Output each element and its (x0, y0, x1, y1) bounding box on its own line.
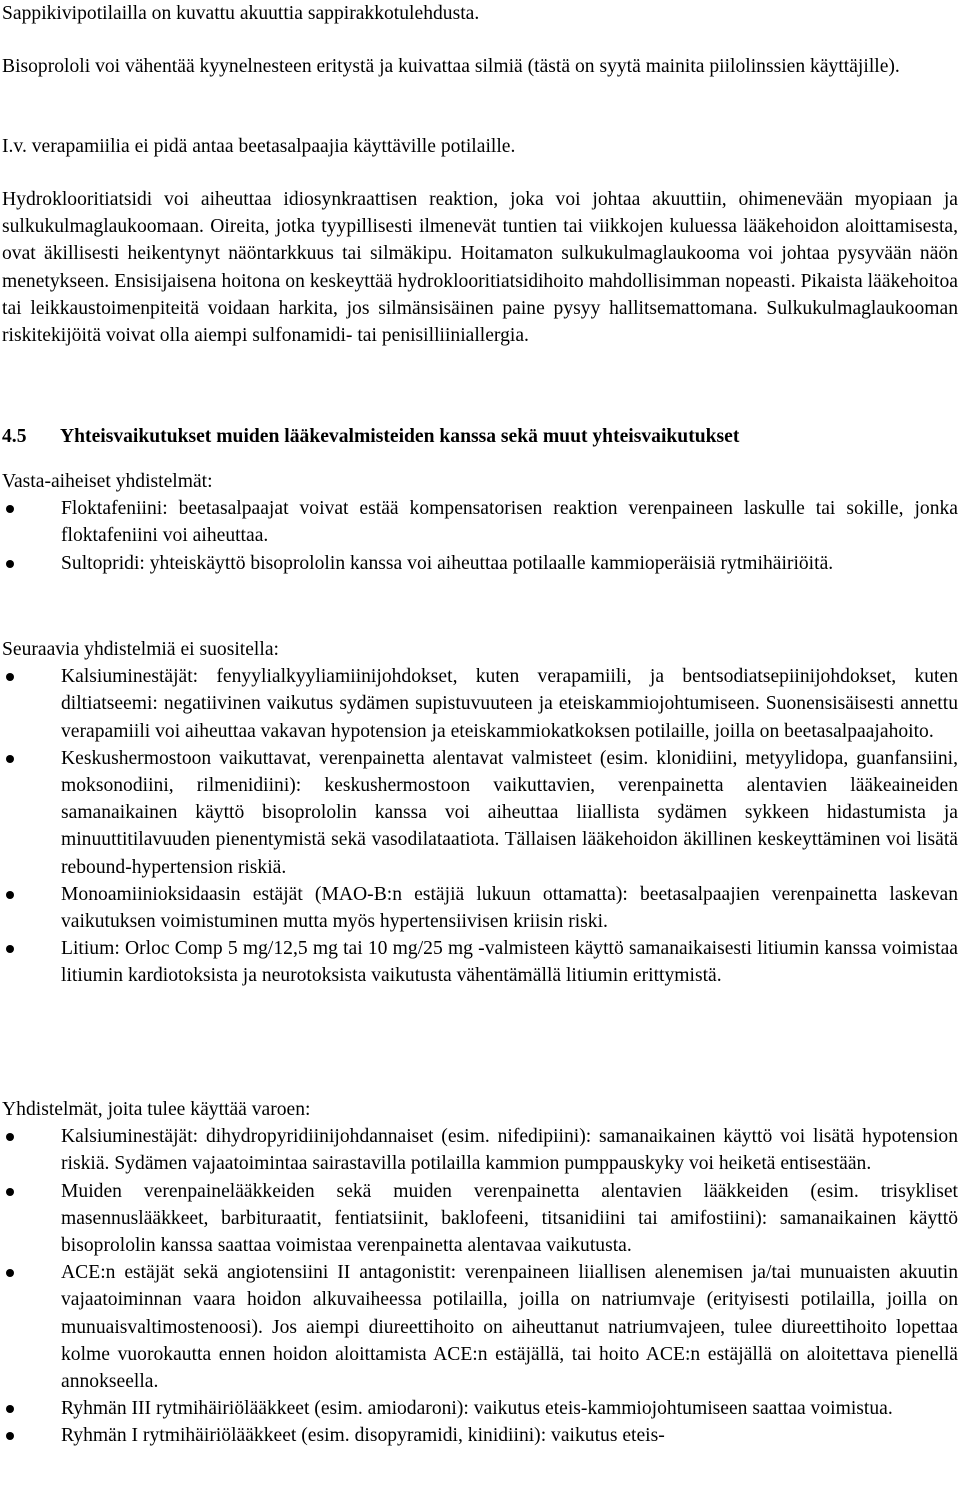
list-item: Monoamiinioksidaasin estäjät (MAO-B:n estäjiä lukuun ottamatta): beetasalpaajien verenpainetta laskevan vaikutuksen voimistuminen mutta myös hypertensiivisen kriisin riski. (2, 881, 958, 935)
list-item: Sultopridi: yhteiskäyttö bisoprololin kanssa voi aiheuttaa potilaalle kammioperäisiä rytmihäiriöitä. (2, 550, 958, 577)
bullet-icon (6, 1188, 14, 1196)
not-recommended-combinations (2, 636, 958, 990)
bullet-icon (6, 560, 14, 568)
list-item: Ryhmän III rytmihäiriölääkkeet (esim. amiodaroni): vaikutus eteis-kammiojohtumiseen saattaa voimistua. (2, 1395, 958, 1422)
list-item: Keskushermostoon vaikuttavat, verenpainetta alentavat valmisteet (esim. klonidiini, metyylidopa, guanfansiini, moksonodiini, rilmenidiini): keskushermostoon vaikuttavien, verenpainetta alentavien lääkeaineiden samanaikainen käyttö bisoprololin kanssa voi aiheuttaa liiallista sydämen sykkeen hidastumista ja minuuttitilavuuden pienentymistä sekä vasodilataatiota. Tällaisen lääkehoidon äkillinen keskeyttäminen voi lisätä rebound-hypertension riskiä. (2, 745, 958, 881)
list-item: Kalsiuminestäjät: dihydropyridiinijohdannaiset (esim. nifedipiini): samanaikainen käyttö voi lisätä hypotension riskiä. Sydämen vajaatoimintaa sairastavilla potilailla kammion pumppauskyky voi heiketä entisestään. (2, 1123, 958, 1177)
bullet-list (2, 1123, 958, 1449)
list-item: Floktafeniini: beetasalpaajat voivat estää kompensatorisen reaktion verenpaineen laskulle tai sokille, jonka floktafeniini voi aiheuttaa. (2, 495, 958, 549)
section-label: Yhdistelmät, joita tulee käyttää varoen: (2, 1099, 311, 1120)
list-item: Ryhmän I rytmihäiriölääkkeet (esim. disopyramidi, kinidiini): vaikutus eteis- (2, 1422, 958, 1449)
bullet-icon (6, 755, 14, 763)
bullet-icon (6, 945, 14, 953)
list-item: Muiden verenpainelääkkeiden sekä muiden verenpainetta alentavien lääkkeiden (esim. trisykliset masennuslääkkeet, barbituraatit, fentiatsiinit, baklofeeni, titsanidiini tai amifostiini): samanaikainen käyttö bisoprololin kanssa saattaa voimistaa verenpainetta alentavaa vaikutusta. (2, 1178, 958, 1260)
bullet-icon (6, 1405, 14, 1413)
bullet-icon (6, 1432, 14, 1440)
caution-combinations (2, 1096, 958, 1450)
list-item: Litium: Orloc Comp 5 mg/12,5 mg tai 10 mg/25 mg -valmisteen käyttö samanaikaisesti litiumin kanssa voimistaa litiumin kardiotoksista ja neurotoksista vaikutusta vähentämällä litiumin erittymistä. (2, 935, 958, 989)
contraindicated-combinations (2, 468, 958, 577)
list-item: ACE:n estäjät sekä angiotensiini II antagonistit: verenpaineen liiallisen alenemisen ja/tai munuaisten akuutin vajaatoiminnan vaara hoidon alkuvaiheessa potilailla, joilla on natriumvaje (erityisesti potilailla, joilla on munuaisvaltimostenoosi). Jos aiempi diureettihoito on aiheuttanut natriumvajeen, tulee diureettihoito lopettaa kolme vuorokautta ennen hoidon aloittamista ACE:n estäjällä, tai hoito ACE:n estäjällä on aloitettava pienellä annokseella. (2, 1259, 958, 1395)
bullet-icon (6, 891, 14, 899)
section-label: Vasta-aiheiset yhdistelmät: (2, 471, 213, 492)
paragraph-tear-fluid: Bisoprololi voi vähentää kyynelnesteen eritystä ja kuivattaa silmiä (tästä on syytä mainita piilolinssien käyttäjille). (2, 56, 900, 77)
section-number: 4.5 (2, 426, 27, 447)
bullet-list (2, 495, 958, 577)
bullet-icon (6, 1133, 14, 1141)
paragraph-glaucoma: Hydroklooritiatsidi voi aiheuttaa idiosynkraattisen reaktion, joka voi johtaa akuuttiin, ohimenevään myopiaan ja sulkukulmaglaukoomaan. Oireita, jotka tyypillisesti ilmenevät tuntien tai viikkojen kuluessa lääkehoidon aloittamisesta, ovat äkillisesti heikentynyt näöntarkkuus tai silmäkipu. Hoitamaton sulkukulmaglaukooma voi johtaa pysyvään näön menetykseen. Ensisijaisena hoitona on keskeyttää hydroklooritiatsidihoito mahdollisimman nopeasti. Pikaista lääkehoitoa tai leikkaustoimenpiteitä voidaan harkita, jos silmänsisäinen paine pysyy hallitsemattomana. Sulkukulmaglaukooman riskitekijöitä voivat olla aiempi sulfonamidi- tai penisilliiniallergia. (2, 189, 958, 347)
section-title: Yhteisvaikutukset muiden lääkevalmisteiden kanssa sekä muut yhteisvaikutukset (60, 426, 740, 447)
paragraph-verapamil: I.v. verapamiilia ei pidä antaa beetasalpaajia käyttäville potilaille. (2, 136, 516, 157)
section-heading (2, 423, 739, 450)
bullet-icon (6, 673, 14, 681)
bullet-icon (6, 1269, 14, 1277)
bullet-list (2, 663, 958, 989)
section-label: Seuraavia yhdistelmiä ei suositella: (2, 639, 279, 660)
list-item: Kalsiuminestäjät: fenyylialkyyliamiinijohdokset, kuten verapamiili, ja bentsodiatsepiinijohdokset, kuten diltiatseemi: negatiivinen vaikutus sydämen supistuvuuteen ja eteiskammiojohtumiseen. Suonensisäisesti annettu verapamiili voi aiheuttaa vakavan hypotension ja eteiskammiokatkoksen potilaille, joilla on beetasalpaajahoito. (2, 663, 958, 745)
paragraph-gallbladder: Sappikivipotilailla on kuvattu akuuttia sappirakkotulehdusta. (2, 3, 480, 24)
bullet-icon (6, 505, 14, 513)
